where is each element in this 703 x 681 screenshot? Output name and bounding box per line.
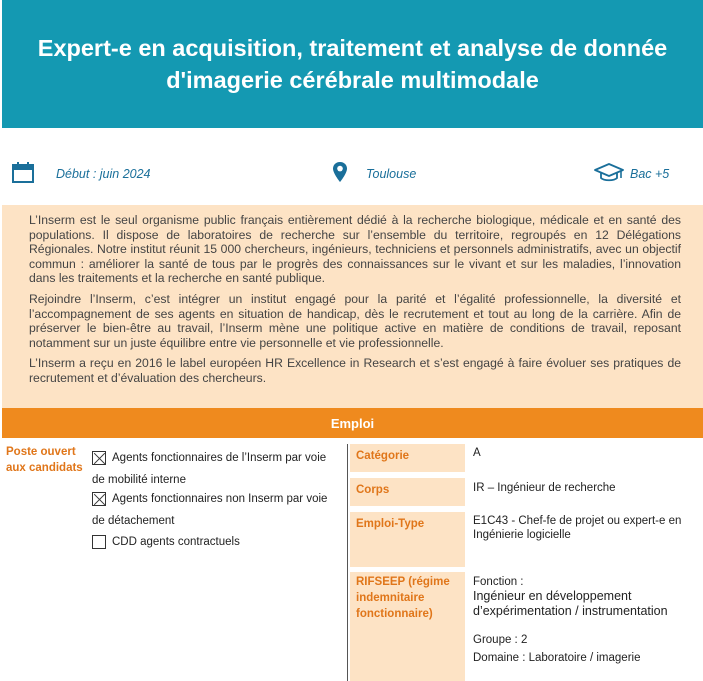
education-level	[594, 158, 669, 190]
checkbox-box[interactable]	[92, 535, 106, 549]
intro-paragraph: Rejoindre l’Inserm, c’est intégrer un institut engagé pour la parité et l’égalité professionnelle, la diversité et l’accompagnement de ses agents en situation de handicap, dès le recrutement et tout au long de la carrière. Afin de préserver le bien-être au travail, l’Inserm mène une politique active en matière de conditions de travail, reposant notamment sur un juste équilibre entre vie personnelle et vie professionnelle.	[29, 291, 681, 350]
value-emploi-type: E1C43 - Chef-fe de projet ou expert-e en Ingénierie logicielle	[473, 515, 682, 541]
poste-label: Poste ouvert aux candidats	[6, 446, 83, 474]
checkbox-label: Agents fonctionnaires non Inserm par voie	[112, 493, 328, 505]
location-pin-icon	[332, 161, 348, 188]
column-divider	[347, 444, 348, 681]
checkbox-box[interactable]	[92, 451, 106, 465]
value-rifseep-domaine: Domaine : Laboratoire / imagerie	[473, 652, 641, 664]
intro-box	[2, 205, 703, 408]
label-corps: Corps	[350, 478, 465, 506]
location	[332, 158, 416, 190]
checkbox-label-continued: de détachement	[92, 515, 175, 527]
education-level-text: Bac +5	[630, 167, 670, 181]
job-meta-bar	[0, 158, 703, 190]
checkbox-box[interactable]	[92, 492, 106, 506]
checkbox-mobilite-interne[interactable]	[92, 451, 326, 465]
checkbox-label: CDD agents contractuels	[112, 536, 240, 548]
label-rifseep: RIFSEEP (régime indemnitaire fonctionnaire)	[350, 572, 465, 681]
intro-paragraph: L’Inserm est le seul organisme public français entièrement dédié à la recherche biologique, médicale et en santé des populations. Il dispose de laboratoires de recherche sur l’ensemble du territoire, regroupés en 12 Délégations Régionales. Notre institut réunit 15 000 chercheurs, ingénieurs, techniciens et personnels administratifs, avec un objectif commun : améliorer la santé de tous par le progrès des connaissances sur le vivant et sur les maladies, l’innovation dans les traitements et la recherche en santé publique.	[29, 213, 681, 286]
value-categorie: A	[473, 447, 481, 459]
checkbox-label-continued: de mobilité interne	[92, 474, 186, 486]
start-date-text: Début : juin 2024	[56, 167, 151, 181]
value-rifseep-fonction: Ingénieur en développement d’expérimentation / instrumentation	[473, 589, 668, 618]
location-text: Toulouse	[366, 167, 417, 181]
checkbox-detachement[interactable]	[92, 492, 327, 506]
intro-paragraph: L’Inserm a reçu en 2016 le label européen HR Excellence in Research et s’est engagé à faire évoluer ses pratiques de recrutement et d’évaluation des chercheurs.	[29, 356, 681, 385]
checkbox-cdd[interactable]	[92, 535, 240, 549]
label-emploi-type: Emploi-Type	[350, 512, 465, 567]
page-title: Expert-e en acquisition, traitement et analyse de donnée d'imagerie cérébrale multimodale	[37, 35, 668, 93]
calendar-icon	[12, 161, 34, 188]
value-rifseep-groupe: Groupe : 2	[473, 634, 528, 646]
checkbox-label: Agents fonctionnaires de l’Inserm par voie	[112, 452, 327, 464]
value-corps: IR – Ingénieur de recherche	[473, 482, 616, 494]
page-header	[2, 0, 703, 128]
start-date	[12, 158, 151, 190]
section-header-emploi: Emploi	[2, 408, 703, 438]
graduation-cap-icon	[594, 161, 624, 188]
label-categorie: Catégorie	[350, 444, 465, 472]
value-rifseep-fonction-label: Fonction :	[473, 576, 524, 588]
